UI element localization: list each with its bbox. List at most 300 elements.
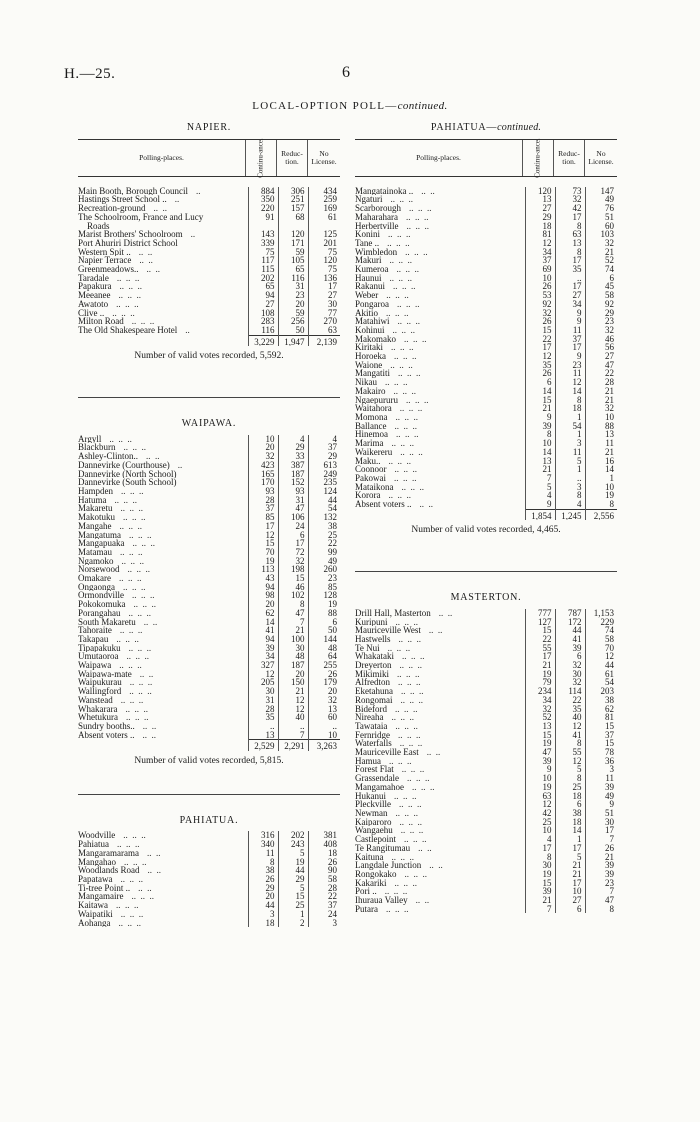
polling-place <box>78 256 248 265</box>
continuance-cell: 30 <box>525 861 555 870</box>
reduction-cell: 30 <box>278 644 308 653</box>
polling-place <box>78 618 248 627</box>
reduction-cell: 17 <box>555 213 585 222</box>
no-license-cell: 17 <box>308 282 340 291</box>
no-license-cell: 7 <box>585 835 617 844</box>
place-name: Waitahora <box>355 404 392 413</box>
total-label-blank <box>78 740 248 751</box>
place-name: Makotuku <box>78 513 115 522</box>
polling-place <box>78 496 248 505</box>
reduction-cell: 37 <box>555 335 585 344</box>
no-license-cell: 62 <box>585 705 617 714</box>
continuance-cell: 18 <box>248 919 278 928</box>
leader-dots: .. .. .. <box>119 626 143 635</box>
table-row <box>355 187 617 196</box>
polling-place <box>355 844 525 853</box>
reduction-cell: 24 <box>278 522 308 531</box>
no-license-cell: 58 <box>585 291 617 300</box>
continuance-cell: .. <box>248 722 278 731</box>
header-polling-places: Polling-places. <box>139 152 184 162</box>
no-license-cell: 6 <box>585 274 617 283</box>
valid-votes: Number of valid votes recorded, 5,592. <box>134 351 284 362</box>
table-row <box>355 483 617 492</box>
no-license-cell: 12 <box>585 652 617 661</box>
table-row <box>355 300 617 309</box>
reduction-cell: 5 <box>555 853 585 862</box>
no-license-cell: 179 <box>308 678 340 687</box>
no-license-cell: 27 <box>308 291 340 300</box>
place-name: Dannevirke (North School) <box>78 469 177 479</box>
polling-place <box>78 274 248 283</box>
place-name: Eketahuna <box>355 687 393 696</box>
polling-place <box>78 591 248 600</box>
table-row <box>355 609 617 618</box>
polling-place <box>355 670 525 679</box>
reduction-cell: 17 <box>555 256 585 265</box>
reduction-cell: 35 <box>555 265 585 274</box>
polling-place <box>355 413 525 422</box>
table-row <box>355 713 617 722</box>
polling-place <box>78 478 248 487</box>
leader-dots: .. .. <box>142 721 157 731</box>
continuance-cell: 92 <box>525 300 555 309</box>
no-license-cell: 37 <box>308 443 340 452</box>
place-name: Porangahau <box>78 608 121 618</box>
reduction-cell: 12 <box>555 378 585 387</box>
place-name: Clive .. <box>78 308 105 318</box>
place-name: Haunui <box>355 273 382 283</box>
reduction-cell: 11 <box>555 369 585 378</box>
continuance-cell: 19 <box>525 870 555 879</box>
leader-dots: .. .. .. <box>399 404 423 413</box>
reduction-cell: 68 <box>278 213 308 222</box>
napier-section <box>78 124 340 361</box>
reduction-cell: 171 <box>278 239 308 248</box>
reduction-cell: 40 <box>278 713 308 722</box>
leader-dots: .. .. .. <box>394 791 417 801</box>
leader-dots: .. <box>190 230 196 239</box>
continuance-cell: 13 <box>525 722 555 731</box>
reduction-cell: 18 <box>555 792 585 801</box>
reduction-cell: 172 <box>555 618 585 627</box>
no-license-cell: 136 <box>308 274 340 283</box>
leader-dots: .. .. .. <box>398 730 421 740</box>
leader-dots: .. .. .. <box>114 495 137 505</box>
polling-place <box>78 513 248 522</box>
table-row <box>355 309 617 318</box>
place-name: Pongaroa <box>355 299 389 309</box>
place-name: Mangatiti <box>355 369 390 379</box>
leader-dots: .. .. .. <box>400 687 424 696</box>
reduction-cell: 8 <box>555 222 585 231</box>
leader-dots: .. .. .. <box>409 204 432 213</box>
reduction-cell: 59 <box>278 248 308 257</box>
pahiatua-continued-section <box>355 124 617 535</box>
polling-place <box>355 465 525 474</box>
continuance-cell: 108 <box>248 309 278 318</box>
leader-dots: .. .. .. <box>120 547 143 557</box>
continuance-cell: 53 <box>525 291 555 300</box>
reduction-cell: 46 <box>278 583 308 592</box>
leader-dots: .. <box>177 460 183 470</box>
table-row <box>78 204 340 213</box>
polling-place <box>355 230 525 239</box>
polling-place <box>355 404 525 413</box>
continuance-cell: 19 <box>525 783 555 792</box>
polling-place <box>78 583 248 592</box>
leader-dots: .. .. .. <box>387 643 411 653</box>
table-row <box>78 696 340 705</box>
polling-place <box>355 187 525 196</box>
leader-dots: .. .. .. <box>118 574 142 583</box>
place-name: Makomako <box>355 334 396 344</box>
place-name: Kaiparoro <box>355 817 392 827</box>
reduction-cell: 787 <box>555 609 585 618</box>
reduction-cell: 102 <box>278 591 308 600</box>
reduction-cell: 22 <box>555 696 585 705</box>
leader-dots: .. .. .. <box>121 486 144 496</box>
polling-place <box>78 282 248 291</box>
polling-place <box>355 722 525 731</box>
pahiatua-section <box>78 814 340 928</box>
table-row <box>78 435 340 444</box>
reduction-cell: 11 <box>555 448 585 457</box>
leader-dots: .. .. .. <box>394 465 417 474</box>
reduction-cell: 2 <box>278 919 308 928</box>
table-row <box>355 352 617 361</box>
polling-place <box>78 504 248 513</box>
continuance-cell: 20 <box>248 443 278 452</box>
no-license-cell: 3 <box>308 919 340 928</box>
leader-dots: .. .. .. <box>394 352 417 361</box>
no-license-cell: 201 <box>308 239 340 248</box>
polling-place <box>78 919 248 928</box>
leader-dots: .. .. .. <box>117 840 140 849</box>
no-license-cell: 47 <box>585 896 617 905</box>
table-row <box>78 274 340 283</box>
place-name: Mangamahoe <box>355 782 404 792</box>
leader-dots: .. .. .. <box>395 617 418 627</box>
table-row <box>355 678 617 687</box>
place-name: Norsewood <box>78 565 120 575</box>
polling-place <box>355 713 525 722</box>
table-row <box>78 644 340 653</box>
polling-place <box>78 291 248 300</box>
leader-dots: .. .. .. <box>386 308 409 318</box>
table-row <box>78 291 340 300</box>
place-name: Mangatainoka .. <box>355 186 414 196</box>
right-column <box>355 124 617 913</box>
table-row <box>355 282 617 291</box>
leader-dots: .. .. <box>139 669 154 679</box>
place-name: Sundry booths.. <box>78 721 135 731</box>
continuance-cell: 41 <box>248 626 278 635</box>
polling-place <box>355 705 525 714</box>
reduction-cell: .. <box>555 274 585 283</box>
continuance-cell: 19 <box>525 670 555 679</box>
continuance-cell: 316 <box>248 831 278 840</box>
no-license-cell: 49 <box>585 195 617 204</box>
table-header <box>355 139 617 177</box>
polling-place <box>78 522 248 531</box>
no-license-cell: 76 <box>585 204 617 213</box>
reduction-cell <box>278 222 308 231</box>
continuance-cell: 7 <box>525 474 555 483</box>
continuance-cell: 34 <box>525 696 555 705</box>
leader-dots: .. .. .. <box>395 704 418 714</box>
reduction-cell: 32 <box>278 557 308 566</box>
place-name: Pleckville <box>355 800 391 809</box>
place-name: Bideford <box>355 704 387 714</box>
reduction-cell: 59 <box>278 309 308 318</box>
reduction-cell: 1 <box>278 910 308 919</box>
polling-place <box>355 739 525 748</box>
polling-place <box>78 849 248 858</box>
polling-place <box>78 487 248 496</box>
leader-dots: .. .. .. <box>391 852 414 862</box>
place-name: Wallingford <box>78 687 122 696</box>
polling-place <box>78 248 248 257</box>
polling-place <box>355 491 525 500</box>
reduction-cell: 120 <box>278 230 308 239</box>
table-row <box>355 853 617 862</box>
place-name: Alfredton <box>355 678 390 688</box>
place-name: Marima <box>355 439 384 448</box>
leader-dots: .. .. .. <box>124 857 147 867</box>
continuance-cell: 42 <box>525 809 555 818</box>
polling-place <box>78 317 248 326</box>
pahiatua-continued-table <box>355 187 617 521</box>
leader-dots: .. .. .. <box>118 918 141 928</box>
polling-place <box>355 378 525 387</box>
leader-dots: .. .. .. <box>394 878 417 888</box>
continuance-cell: 10 <box>525 774 555 783</box>
total-row <box>78 335 340 346</box>
total-no-license: 3,263 <box>308 740 340 751</box>
table-row <box>355 783 617 792</box>
continuance-cell: 9 <box>525 413 555 422</box>
no-license-cell: 229 <box>585 618 617 627</box>
no-license-cell: 47 <box>585 361 617 370</box>
continuance-cell: 35 <box>525 361 555 370</box>
reduction-cell: 100 <box>278 635 308 644</box>
continuance-cell: 12 <box>248 670 278 679</box>
table-row <box>355 274 617 283</box>
continuance-cell: 37 <box>248 504 278 513</box>
waipawa-table <box>78 435 340 751</box>
polling-place <box>355 369 525 378</box>
table-row <box>78 300 340 309</box>
polling-place <box>78 892 248 901</box>
place-name: Makaretu <box>78 504 113 514</box>
polling-place <box>355 678 525 687</box>
continuance-cell: 22 <box>525 635 555 644</box>
place-name: Mangaramarama <box>78 848 139 858</box>
no-license-cell: 51 <box>585 213 617 222</box>
reduction-cell: 114 <box>555 687 585 696</box>
no-license-cell: 8 <box>585 500 617 509</box>
leader-dots: .. .. .. <box>120 695 144 705</box>
polling-place <box>355 256 525 265</box>
no-license-cell: 1 <box>585 474 617 483</box>
no-license-cell: 88 <box>585 422 617 431</box>
continuance-cell: 55 <box>525 644 555 653</box>
polling-place <box>78 626 248 635</box>
table-row <box>78 461 340 470</box>
table-row <box>355 661 617 670</box>
table-row <box>78 317 340 326</box>
place-name: Mataikona <box>355 482 394 492</box>
polling-place <box>78 722 248 731</box>
continuance-cell: 70 <box>248 548 278 557</box>
continuance-cell: 14 <box>248 618 278 627</box>
table-row <box>78 513 340 522</box>
table-row <box>78 892 340 901</box>
continuance-cell: 205 <box>248 678 278 687</box>
leader-dots: .. .. .. <box>405 212 429 222</box>
masterton-section <box>355 594 617 913</box>
continuance-cell: 10 <box>525 826 555 835</box>
table-row <box>355 396 617 405</box>
place-name: Blackburn <box>78 443 116 453</box>
reduction-cell: 1 <box>555 413 585 422</box>
polling-place <box>355 457 525 466</box>
place-name: Marist Brothers' Schoolroom <box>78 230 183 239</box>
no-license-cell: 103 <box>585 230 617 239</box>
no-license-cell: 21 <box>585 396 617 405</box>
leader-dots: .. .. <box>438 608 453 618</box>
place-name: Scarborough <box>355 204 401 213</box>
polling-place <box>355 635 525 644</box>
polling-place <box>355 239 525 248</box>
place-name: Ti-tree Point .. <box>78 883 131 893</box>
polling-place <box>355 800 525 809</box>
continuance-cell: 165 <box>248 470 278 479</box>
continuance-cell: 9 <box>525 765 555 774</box>
leader-dots: .. .. .. <box>389 756 412 766</box>
reduction-cell: 93 <box>278 487 308 496</box>
table-row <box>78 875 340 884</box>
continuance-cell: 22 <box>525 335 555 344</box>
no-license-cell: 74 <box>585 626 617 635</box>
leader-dots: .. .. .. <box>120 504 143 514</box>
place-name: Ngamoko <box>78 556 114 566</box>
place-name: Herbertville <box>355 221 399 231</box>
reduction-cell: 14 <box>555 387 585 396</box>
polling-place <box>355 387 525 396</box>
leader-dots: .. .. .. <box>132 591 155 601</box>
reduction-cell: 256 <box>278 317 308 326</box>
polling-place <box>355 870 525 879</box>
table-row <box>78 230 340 239</box>
place-name: Greenmeadows.. <box>78 265 139 274</box>
continuance-cell: 17 <box>248 522 278 531</box>
continuance-cell: 15 <box>248 539 278 548</box>
continuance-cell: 8 <box>525 430 555 439</box>
no-license-cell: 7 <box>585 887 617 896</box>
no-license-cell: 124 <box>308 487 340 496</box>
polling-place <box>355 757 525 766</box>
continuance-cell: 6 <box>525 378 555 387</box>
polling-place <box>78 884 248 893</box>
table-row <box>355 905 617 914</box>
leader-dots: .. .. .. <box>128 608 151 618</box>
place-name: Kakariki <box>355 878 387 888</box>
polling-place <box>78 840 248 849</box>
place-name: Kohinui <box>355 325 385 335</box>
place-name: Ihuraua Valley <box>355 896 408 905</box>
leader-dots: .. .. .. <box>397 317 420 326</box>
table-row <box>78 522 340 531</box>
no-license-cell: 38 <box>585 696 617 705</box>
reduction-cell: 7 <box>278 618 308 627</box>
polling-place <box>78 539 248 548</box>
reduction-cell: 32 <box>555 661 585 670</box>
polling-place <box>355 439 525 448</box>
table-row <box>355 465 617 474</box>
leader-dots: .. .. <box>146 452 160 461</box>
no-license-cell: 39 <box>585 870 617 879</box>
no-license-cell: 39 <box>585 783 617 792</box>
no-license-cell: 16 <box>585 457 617 466</box>
reduction-cell: 17 <box>555 844 585 853</box>
leader-dots: .. .. .. <box>120 875 143 884</box>
continuance-cell: 52 <box>525 713 555 722</box>
leader-dots: .. <box>174 195 180 205</box>
continuance-cell: 39 <box>525 887 555 896</box>
table-row <box>78 713 340 722</box>
polling-place <box>355 204 525 213</box>
place-name: Whakarara <box>78 704 118 714</box>
reduction-cell: 31 <box>278 496 308 505</box>
continuance-cell: 10 <box>525 274 555 283</box>
polling-place <box>78 858 248 867</box>
continuance-cell: 43 <box>248 574 278 583</box>
leader-dots: .. .. .. <box>119 661 142 670</box>
table-row <box>78 557 340 566</box>
no-license-cell: 26 <box>585 844 617 853</box>
place-name: Waterfalls <box>355 739 392 749</box>
place-name: Omakare <box>78 574 111 583</box>
no-license-cell: 18 <box>308 849 340 858</box>
continuance-cell: 170 <box>248 478 278 487</box>
leader-dots: .. .. .. <box>125 704 148 714</box>
leader-dots: .. .. .. <box>386 904 409 914</box>
table-row <box>78 239 340 248</box>
continuance-cell: 4 <box>525 491 555 500</box>
continuance-cell: 10 <box>248 435 278 444</box>
place-name: Recreation-ground <box>78 204 146 213</box>
table-row <box>78 919 340 928</box>
reduction-cell: 187 <box>278 470 308 479</box>
table-row <box>355 474 617 483</box>
no-license-cell: 10 <box>585 483 617 492</box>
table-row <box>78 884 340 893</box>
continuance-cell: 350 <box>248 195 278 204</box>
table-row <box>355 809 617 818</box>
table-row <box>355 870 617 879</box>
continuance-cell: 62 <box>248 609 278 618</box>
reduction-cell: 5 <box>555 765 585 774</box>
continuance-cell: 15 <box>525 326 555 335</box>
continuance-cell: 20 <box>248 892 278 901</box>
polling-place <box>78 213 248 222</box>
polling-place <box>355 396 525 405</box>
total-reduction: 2,291 <box>278 740 308 751</box>
polling-place <box>78 670 248 679</box>
table-row <box>355 239 617 248</box>
place-name: Main Booth, Borough Council <box>78 186 188 196</box>
